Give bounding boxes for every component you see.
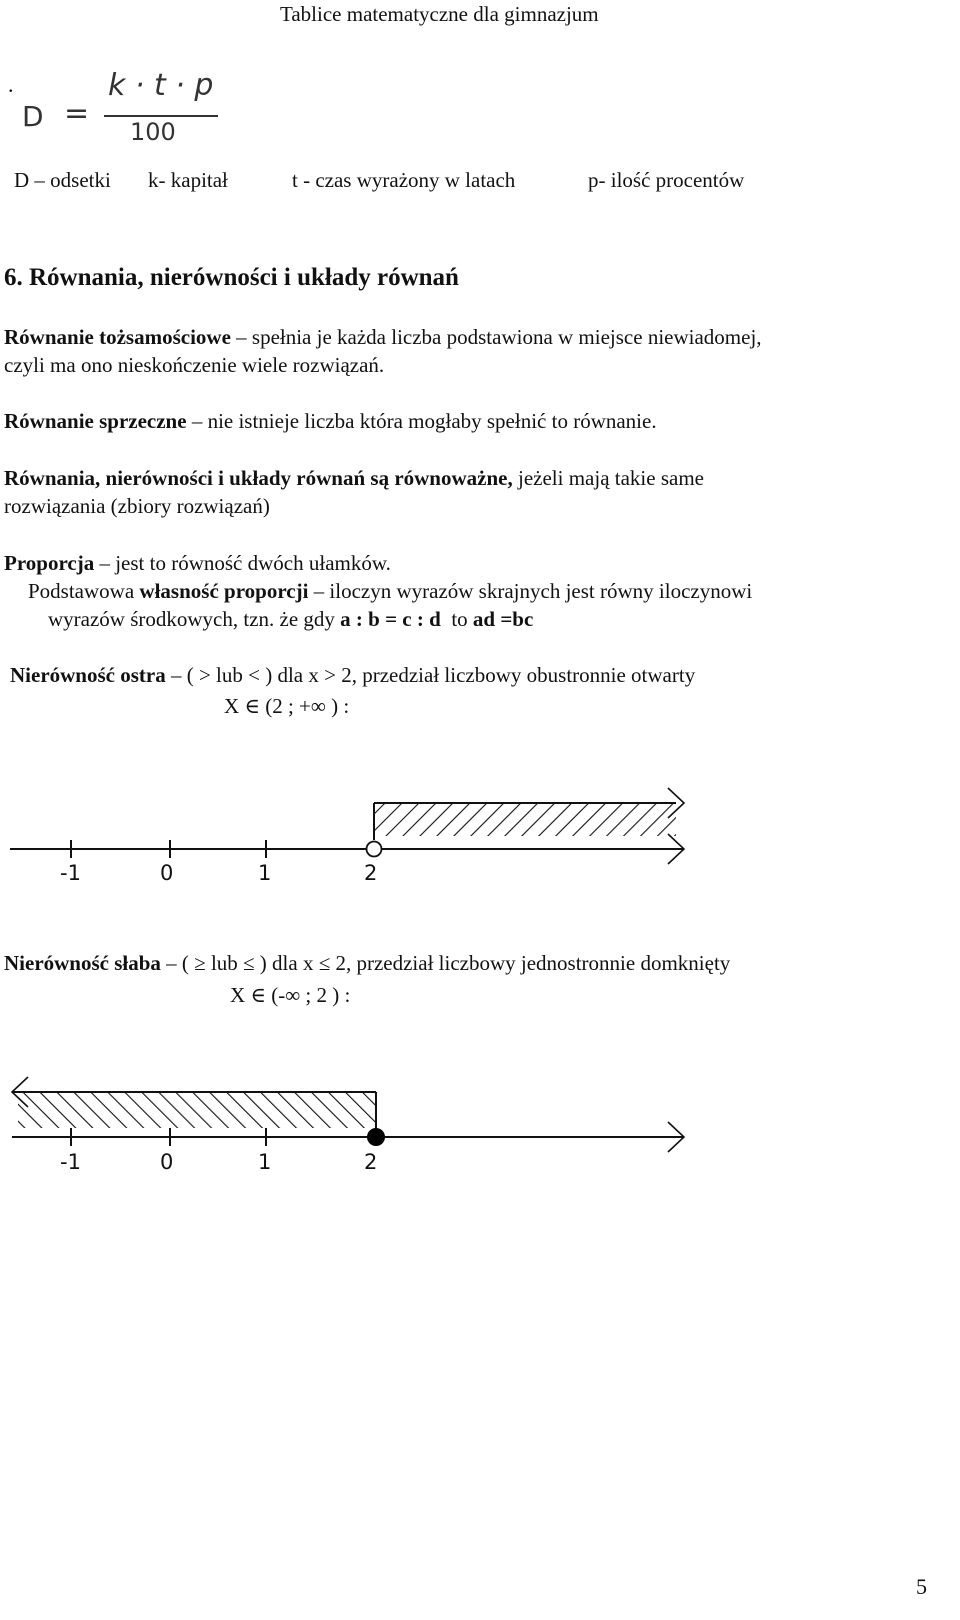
property-rest: – iloczyn wyrazów skrajnych jest równy iloczynowi: [308, 579, 753, 603]
tick-label: 0: [160, 861, 174, 885]
property-term: własność proporcji: [139, 579, 309, 603]
legend-k: k- kapitał: [148, 168, 228, 192]
tick-label: -1: [60, 861, 81, 885]
proportion-term: Proporcja: [4, 551, 95, 575]
proportion-property-line2: [48, 607, 533, 632]
legend-d: D – odsetki: [14, 168, 111, 192]
tick-label: 2: [364, 861, 378, 885]
identity-equation-line1: [4, 325, 762, 350]
identity-term: Równanie tożsamościowe: [4, 325, 231, 349]
tick-label: 0: [160, 1150, 174, 1174]
section-title: 6. Równania, nierówności i układy równań: [4, 264, 459, 291]
open-endpoint: [367, 842, 382, 857]
equivalent-equations-line1: [4, 466, 704, 491]
tick-label: 2: [364, 1150, 378, 1174]
contradictory-definition: – nie istnieje liczba która mogłaby spełnić to równanie.: [186, 409, 657, 433]
strict-inequality-term: Nierówność ostra: [10, 663, 166, 687]
property-result: ad =bc: [472, 607, 534, 631]
page-number: 5: [916, 1574, 927, 1599]
number-line-open: [0, 780, 960, 900]
formula-dot: .: [8, 72, 14, 97]
formula-numerator: k · t · p: [108, 68, 214, 103]
weak-inequality-heading: [4, 951, 730, 976]
shaded-interval: [374, 803, 676, 836]
equivalent-definition: jeżeli mają takie same: [512, 466, 704, 490]
formula-lhs: D: [22, 100, 44, 133]
fraction-bar: [104, 115, 218, 117]
proportion-rest: – jest to równość dwóch ułamków.: [94, 551, 391, 575]
strict-inequality-interval: X ∈ (2 ; +∞ ) :: [224, 694, 350, 718]
legend-t: t - czas wyrażony w latach: [292, 168, 516, 192]
contradictory-term: Równanie sprzeczne: [4, 409, 187, 433]
shaded-interval: [18, 1092, 376, 1128]
proportion-definition: [4, 551, 391, 576]
contradictory-equation: [4, 409, 657, 434]
formula-denominator: 100: [130, 118, 176, 146]
closed-endpoint: [368, 1129, 385, 1146]
strict-inequality-heading: [10, 663, 695, 688]
legend-p: p- ilość procentów: [588, 168, 745, 192]
equivalent-term: Równania, nierówności i układy równań są równoważne,: [4, 466, 513, 490]
tick-label: 1: [258, 861, 272, 885]
weak-inequality-rest: – ( ≥ lub ≤ ) dla x ≤ 2, przedział liczbowy jednostronnie domknięty: [160, 951, 731, 975]
strict-inequality-rest: – ( > lub < ) dla x > 2, przedział liczbowy obustronnie otwarty: [165, 663, 696, 687]
property-to: to: [440, 607, 473, 631]
page-header: Tablice matematyczne dla gimnazjum: [280, 2, 599, 26]
identity-definition: – spełnia je każda liczba podstawiona w miejsce niewiadomej,: [230, 325, 762, 349]
number-line-closed: [0, 1070, 960, 1190]
identity-equation-line2: czyli ma ono nieskończenie wiele rozwiązań.: [4, 353, 385, 377]
tick-label: -1: [60, 1150, 81, 1174]
formula-equals: =: [64, 96, 90, 131]
property-equation: a : b = c : d: [340, 607, 441, 631]
equivalent-equations-line2: rozwiązania (zbiory rozwiązań): [4, 494, 270, 518]
property-pre: Podstawowa: [28, 579, 140, 603]
weak-inequality-interval: X ∈ (-∞ ; 2 ) :: [230, 983, 351, 1007]
weak-inequality-term: Nierówność słaba: [4, 951, 161, 975]
property-line2-pre: wyrazów środkowych, tzn. że gdy: [48, 607, 341, 631]
tick-label: 1: [258, 1150, 272, 1174]
proportion-property-line1: [28, 579, 752, 604]
